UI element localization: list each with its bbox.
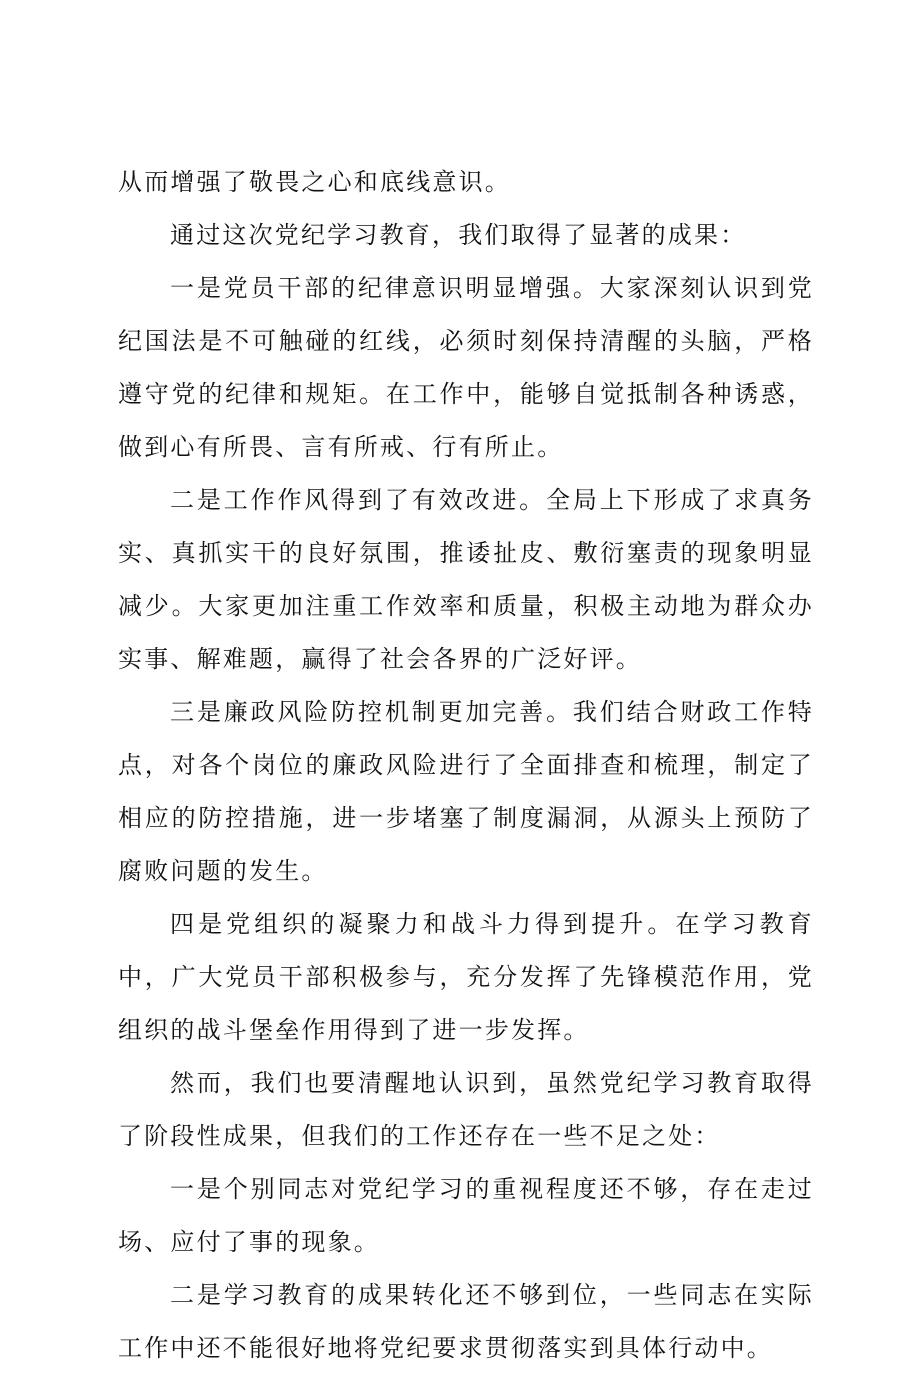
paragraph-achievement-4: 四是党组织的凝聚力和战斗力得到提升。在学习教育中，广大党员干部积极参与，充分发挥了先锋模范作用，党组织的战斗堡垒作用得到了进一步发挥。 <box>118 910 814 1044</box>
paragraph-shortcoming-1: 一是个别同志对党纪学习的重视程度还不够，存在走过场、应付了事的现象。 <box>118 1175 814 1256</box>
paragraph-achievement-2: 二是工作作风得到了有效改进。全局上下形成了求真务实、真抓实干的良好氛围，推诿扯皮、敷衍塞责的现象明显减少。大家更加注重工作效率和质量，积极主动地为群众办实事、解难题，赢得了社会各界的广泛好评。 <box>118 486 814 673</box>
paragraph-achievement-3: 三是廉政风险防控机制更加完善。我们结合财政工作特点，对各个岗位的廉政风险进行了全面排查和梳理，制定了相应的防控措施，进一步堵塞了制度漏洞，从源头上预防了腐败问题的发生。 <box>118 698 814 885</box>
paragraph-achievements-intro: 通过这次党纪学习教育，我们取得了显著的成果： <box>170 221 747 249</box>
paragraph-continuation: 从而增强了敬畏之心和底线意识。 <box>118 168 511 196</box>
paragraph-shortcomings-intro: 然而，我们也要清醒地认识到，虽然党纪学习教育取得了阶段性成果，但我们的工作还存在一些不足之处： <box>118 1069 814 1150</box>
document-body <box>118 156 814 1375</box>
paragraph-shortcoming-2: 二是学习教育的成果转化还不够到位，一些同志在实际工作中还不能很好地将党纪要求贯彻落实到具体行动中。 <box>118 1281 814 1362</box>
paragraph-achievement-1: 一是党员干部的纪律意识明显增强。大家深刻认识到党纪国法是不可触碰的红线，必须时刻保持清醒的头脑，严格遵守党的纪律和规矩。在工作中，能够自觉抵制各种诱惑，做到心有所畏、言有所戒、行有所止。 <box>118 274 814 461</box>
